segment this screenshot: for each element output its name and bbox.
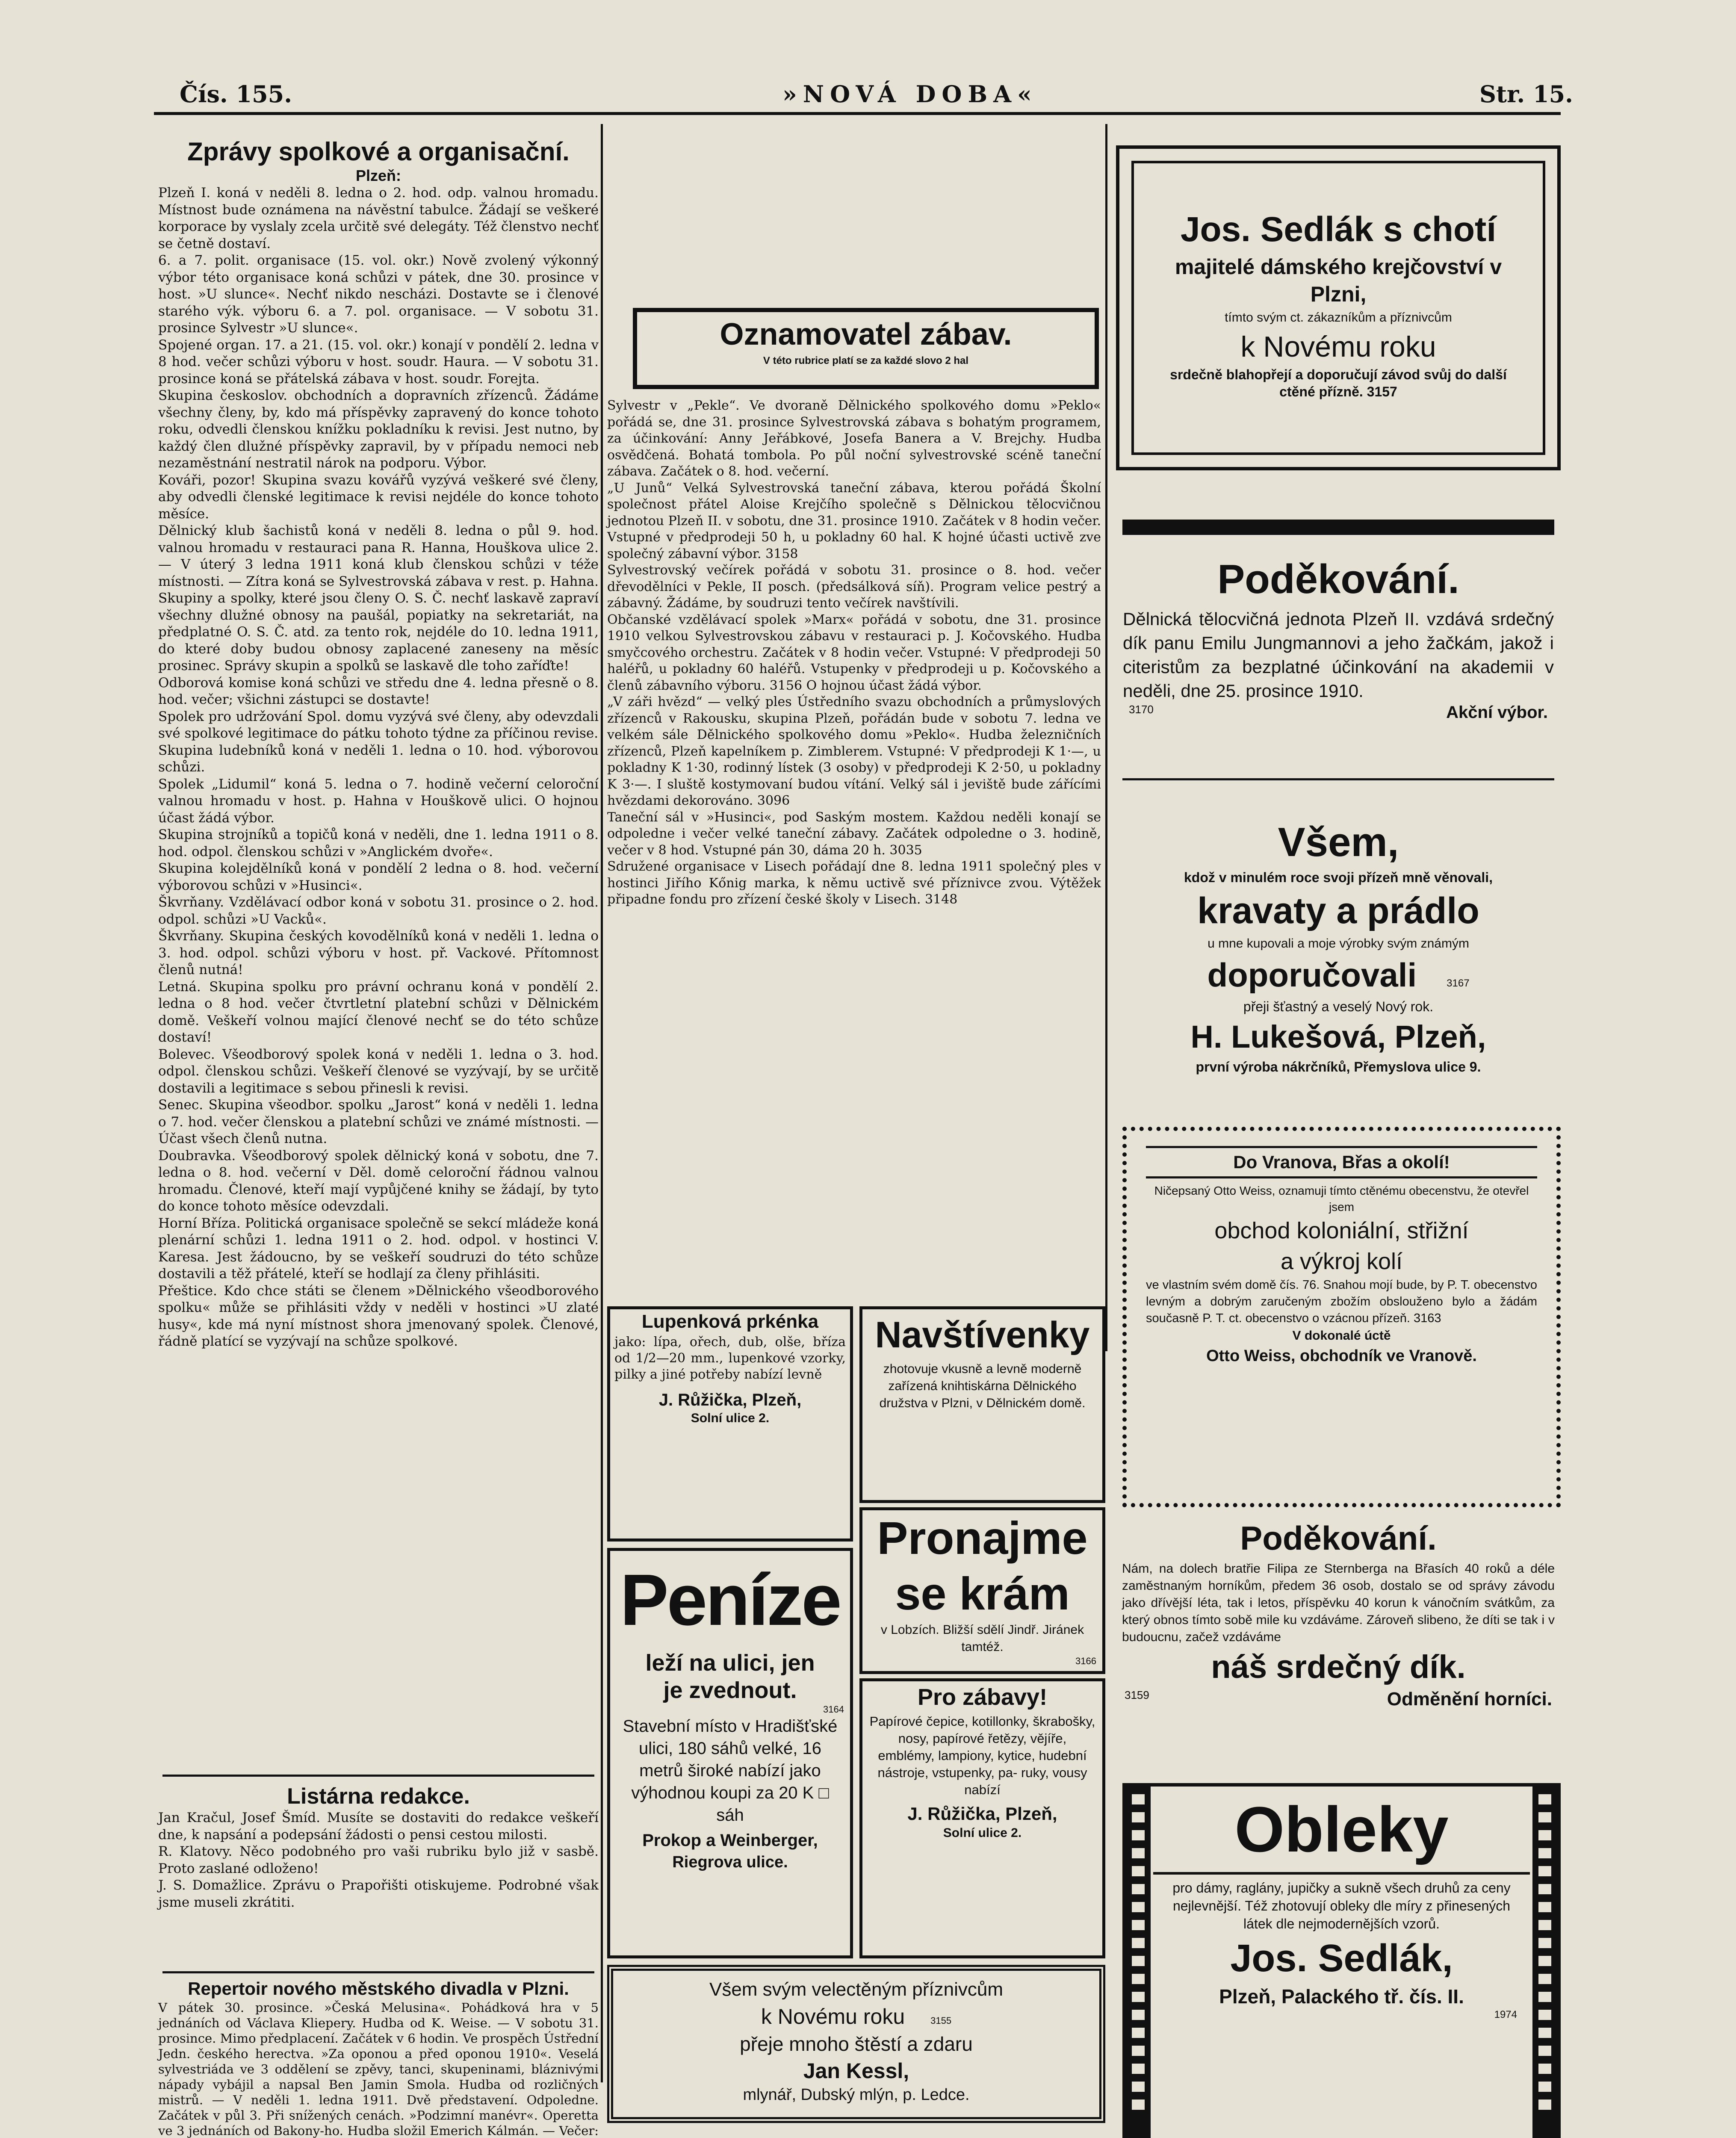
news-item: Bolevec. Všeodborový spolek koná v neděli 1. ledna o 3. hod. odpol. členskou schůzi. Veškeří členové se vyzývají, by se určitě dostavili a legitimace s sebou přinesli k revisi. [158,1046,599,1096]
letters-title: Listárna redakce. [287,1784,470,1809]
repertoire-text: V pátek 30. prosince. »Česká Melusina«. Pohádková hra v 5 jednáních od Václava Kliepery. Hudba od K. Weise. — V sobotu 31. prosince. Mimo předplacení. Začátek v 6 hodin. Ve prospěch Ústřední Jedn. českého herectva. »Za oponou a před oponou 1910«. Veselá sylvestriáda ve 3 oddělení se zpěvy, tanci, skupeninami, bláznivými nápady vybájil a napsal Ben Jamin Smola. Hudba od rozličných mistrů. — V neděli 1. ledna 1911. Dvě představení. Odpoledne. Začátek v půl 3. Při snížených cenách. »Podzimní manévr«. Operetta ve 3 jednáních od Bakony-ho. Hudba složil Emerich Kálmán. — Večer: [158,2000,599,2138]
ad-pronajme-num: 3166 [1075,1656,1096,1666]
ad-miners-title: Poděkování. [1240,1519,1437,1557]
ad-kessl-num: 3155 [930,2015,952,2026]
entertainment-item: Sylvestrovský večírek pořádá v sobotu 31. prosince o 8. hod. večer dřevodělníci v Pekle, II posch. (předsálková síň). Program velice pestrý a zábavný. Žádáme, by soudruzi tento večírek navštívili. [607,563,1101,611]
news-section [158,137,599,1462]
letters-section [158,1783,599,1967]
entertainment-item: Sdružené organisace v Lisech pořádají dne 8. ledna 1911 společný ples v hostinci Jiřího Kőnig marka, k němu uctivě své příznivce zvou. Výtěžek připadne fondu pro zřízení české školy v Lisech. 3148 [607,859,1101,907]
news-item: Kováři, pozor! Skupina svazu kovářů vyzývá veškeré své členy, aby odvedli členské legitimace k revisi nejdéle do konce tohoto měsíce. [158,472,599,522]
news-item: Odborová komise koná schůzi ve středu dne 4. ledna přesně o 8. hod. večer; všichni zástupci se dostavte! [158,675,599,707]
column-rule-2 [1105,124,1107,1351]
ad-zabavy-name: J. Růžička, Plzeň, [907,1804,1057,1824]
ad-lukesova-num: 3167 [1447,977,1470,989]
ad-weiss-shop: obchod koloniální, střižní [1214,1218,1469,1243]
ad-sedlak-name: Jos. Sedlák s chotí [1180,210,1497,249]
ad-weiss-body: ve vlastním svém domě čís. 76. Snahou mojí bude, by P. T. obecenstvo levným a dobrým zaručeným zbožím obslouženo bylo a žádám současně P. T. ct. obecenstvo o vzácnou přízeň. 3163 [1146,1278,1537,1325]
ad-penize-line1: leží na ulici, jen [645,1650,815,1676]
issue-number: Čís. 155. [180,80,292,108]
ad-kessl-place: mlynář, Dubský mlýn, p. Ledce. [743,2086,970,2104]
column-rule-1 [601,124,603,2082]
ad-weiss-content [1146,1146,1537,1488]
letter-item: R. Klatovy. Něco podobného pro vaši rubriku bylo již v sasbě. Proto zaslané odloženo! [158,1844,599,1876]
ad-obleky [1122,1783,1561,2138]
ad-kessl-name: Jan Kessl, [803,2059,909,2083]
ad-zabavy-address: Solní ulice 2. [943,1826,1022,1840]
divider [1122,778,1554,780]
letter-item: J. S. Domažlice. Zprávu o Prapořišti otiskujeme. Podrobné však jsme museli zkrátiti. [158,1878,599,1910]
ad-zabavy-text: Papírové čepice, kotillonky, škrabošky, nosy, papírové řetězy, vějíře, emblémy, lampiony, kytice, hudební nástroje, vstupenky, pa- ruky, vousy nabízí [869,1714,1095,1797]
ad-miners-signature: Odměnění horníci. [1387,1689,1552,1710]
ad-lupenkova [607,1306,853,1541]
ad-sedlak-line1: tímto svým ct. zákazníkům a příznivcům [1225,310,1452,325]
film-strip-right [1532,1787,1557,2138]
news-item: Spojené organ. 17. a 21. (15. vol. okr.) konají v pondělí 2. ledna v 8 hod. večer schůzi výboru v host. soudr. Haura. — V sobotu 31. prosince koná se přátelská zábava v host. soudr. Forejta. [158,337,599,387]
masthead: »NOVÁ DOBA« [782,80,1038,108]
ad-pronajme-text: v Lobzích. Bližší sdělí Jindř. Jiránek tamtéž. [880,1623,1084,1654]
ad-obleky-num: 1974 [1494,2009,1517,2020]
ad-lupenkova-address: Solní ulice 2. [691,1411,770,1425]
ad-thanks-title: Poděkování. [1217,556,1459,602]
ad-obleky-name: Jos. Sedlák, [1230,1937,1453,1980]
ad-weiss-signature: Otto Weiss, obchodník ve Vranově. [1206,1347,1477,1365]
news-item: Skupina kolejdělníků koná v pondělí 2 ledna o 8. hod. večerní výborovou schůzi v »Husinci«. [158,861,599,893]
repertoire-section [158,1978,599,2138]
ad-penize-street: Riegrova ulice. [672,1853,788,1871]
entertainment-list [607,398,1101,1300]
divider [162,1775,594,1777]
ad-thanks-jungmann [1116,552,1561,765]
ad-sedlak-newyear [1116,145,1561,470]
ad-thanks-num: 3170 [1129,703,1154,716]
news-item: Skupina strojníků a topičů koná v neděli, dne 1. ledna 1911 o 8. hod. odpol. členskou schůzi v »Anglickém dvoře«. [158,827,599,859]
ad-miners-num: 3159 [1125,1689,1149,1701]
news-item: Spolek „Lidumil“ koná 5. ledna o 7. hodině večerní celoroční valnou hromadu v host. p. Hahna v Houškově ulici. O hojnou účast žádá výbor. [158,776,599,826]
news-item: Dělnický klub šachistů koná v neděli 8. ledna o půl 9. hod. valnou hromadu v restauraci pana R. Hanna, Houškova ulice 2. — V úterý 3 ledna 1911 koná klub členskou schůzi v téže místnosti. — Zítra koná se Sylvestrovská zábava v rest. p. Hahna. [158,523,599,589]
ad-obleky-title: Obleky [1153,1787,1530,1875]
header-rule [154,112,1561,115]
entertainment-item: „V záři hvězd“ — velký ples Ústředního svazu obchodních a průmyslových zřízenců v Rakousku, skupina Plzeň, pořádán bude v sobotu 7. ledna ve velkém sále Dělnického spolkového domu »Peklo«. Hudba železničních zřízenců, Plzeň kapelníkem p. Zimblerem. Vstupné: V předprodeji K 1·—, u pokladny K 1·30, rodinný lístek (3 osoby) v předprodeji K 2·50, u pokladny K 3·—. I sluště kostymovaní budou vítání. Velký sál i jeviště bude zářícími hvězdami dekorováno. 3096 [607,694,1101,808]
ad-zabavy-title: Pro zábavy! [917,1684,1048,1710]
ad-kessl-line2: k Novému roku [761,2005,905,2029]
news-item: Skupina ludebníků koná v neděli 1. ledna o 10. hod. výborovou schůzi. [158,742,599,775]
ad-lukesova-mid: u mne kupovali a moje výrobky svým známým [1208,936,1469,951]
ad-pronajme [859,1507,1105,1674]
entertainment-subtitle: V této rubrice platí se za každé slovo 2 hal [763,355,969,366]
ad-kessl [607,1965,1105,2123]
ad-zabavy [859,1678,1105,1958]
film-strip-left [1126,1787,1151,2138]
decorative-bar [1122,520,1554,535]
ad-lukesova-recommended: doporučovali [1207,956,1417,994]
ad-lukesova-intro: kdož v minulém roce svoji přízeň mně věnovali, [1184,870,1493,885]
ad-lukesova-name: H. Lukešová, Plzeň, [1190,1019,1486,1054]
entertainment-item: Sylvestr v „Pekle“. Ve dvoraně Dělnického spolkového domu »Peklo« pořádá se, dne 31. prosince Sylvestrovská zábava s bohatým programem, za účinkování: Anny Jeřábkové, Josefa Banera a V. Brejchy. Hudba osvědčená. Bohatá tombola. Po půl noční sylvestrovské scéně taneční zábava. Začátek o 8. hod. večerní. [607,398,1101,479]
ad-lukesova-wish: přeji šťastný a veselý Nový rok. [1243,999,1434,1014]
ad-penize-num: 3164 [823,1704,844,1715]
ad-miners-thanks: náš srdečný dík. [1211,1649,1466,1685]
news-subtitle: Plzeň: [355,167,401,184]
news-item: Spolek pro udržování Spol. domu vyzývá své členy, aby odevzdali své spolkové legitimace do pátku tohoto týdne za příčinou revise. [158,709,599,741]
ad-lukesova-goods: kravaty a prádlo [1197,890,1479,931]
news-item: Přeštice. Kdo chce státi se členem »Dělnického všeodborového spolku« může se přihlásiti vždy v neděli v hostinci »U zlaté husy«, kde má nyní místnost shora jmenovaný spolek. Členové, řádně platící se vyzývají na schůze spolkové. [158,1283,599,1349]
news-title: Zprávy spolkové a organisační. [187,137,570,166]
ad-thanks-miners [1116,1516,1561,1781]
ad-thanks-signature: Akční výbor. [1446,703,1548,722]
ad-obleky-address: Plzeň, Palackého tř. čís. II. [1219,1985,1464,2008]
divider [162,1971,594,1973]
ad-obleky-text: pro dámy, raglány, jupičky a sukně všech druhů za ceny nejlevnější. Též zhotovují obleky dle míry z přinesených látek dle nejmodernějších vzorů. [1172,1880,1511,1931]
ad-lupenkova-title: Lupenková prkénka [641,1311,819,1332]
ad-weiss-closing: V dokonalé úctě [1292,1329,1391,1343]
ad-weiss-intro: Ničepsaný Otto Weiss, oznamuji tímto ctěnému obecenstvu, že otevřel jsem [1154,1184,1529,1214]
ad-lukesova-address: první výroba nákrčníků, Přemyslova ulice 9. [1196,1059,1481,1075]
entertainment-title: Oznamovatel zábav. [720,317,1012,351]
ad-pronajme-title2: se krám [895,1568,1070,1619]
ad-lupenkova-text: jako: lípa, ořech, dub, olše, bříza od 1/2—20 mm., lupenkové vzorky, pilky a jiné potřeby nabízí levně [614,1335,846,1382]
ad-lukesova-title: Všem, [1278,819,1399,865]
news-item: Skupina českoslov. obchodních a dopravních zřízenců. Žádáme všechny členy, by, kdo má příspěvky zapravený do konce tohoto roku, odvedli členskou knížku pokladníku k revisi. Jest nutno, by každý člen dlužné příspěvky zapravil, by v případu nemoci neb nezaměstnání nestratil nárok na podporu. Výbor. [158,388,599,471]
ad-kessl-line3: přeje mnoho štěstí a zdaru [740,2033,973,2055]
ad-weiss-shop2: a výkroj kolí [1280,1249,1403,1274]
news-item: 6. a 7. polit. organisace (15. vol. okr.) Nově zvolený výkonný výbor této organisace koná schůzi v pátek, dne 30. prosince v host. »U slunce«. Nechť nikdo nescházi. Dostavte se i členové starého výk. výboru 6. a 7. pol. organisace. — V sobotu 31. prosince Sylvestr »U slunce«. [158,253,599,336]
news-item: Doubravka. Všeodborový spolek dělnický koná v sobotu, dne 7. ledna o 8. hod. večerní v Děl. domě celoroční řádnou valnou hromadu. Členové, kteří mají vypůjčené knihy se žádají, by tyto do konce tohoto měsíce odevzdali. [158,1148,599,1214]
entertainment-item: „U Junů“ Velká Sylvestrovská taneční zábava, kterou pořádá Školní společnost přátel Aloise Krejčího společně s Dělnickou tělocvičnou jednotou Plzeň II. v sobotu, dne 31. prosince 1910. Začátek v 8 hodin večer. Vstupné v předprodeji 50 h, u pokladny 60 hal. K hojné účasti uctivě zve společný zábavní výbor. 3158 [607,480,1101,561]
news-item: Škvrňany. Vzdělávací odbor koná v sobotu 31. prosince o 2. hod. odpol. schůzi »U Vacků«. [158,895,599,927]
entertainment-item: Taneční sál v »Husinci«, pod Saským mostem. Každou neděli konají se odpoledne i večer velké taneční zábavy. Začátek odpoledne o 3. hodině, večer v 8 hod. Vstupné pán 30, dáma 20 h. 3035 [607,809,1101,858]
ad-lukesova [1116,817,1561,1125]
news-item: Horní Bříza. Politická organisace společně se sekcí mládeže koná plenární schůzi 1. ledna 1911 o 2. hod. odpol. v hostinci V. Karesa. Jest žádoucno, by se veškeří soudruzi do této schůze dostavili a těž přátelé, kteří se hodlají za členy přihlásiti. [158,1215,599,1282]
ad-sedlak-greeting: k Novému roku [1240,331,1436,363]
ad-penize-name: Prokop a Weinberger, [642,1831,818,1850]
ad-navstivenky [859,1306,1105,1503]
ad-penize-line2: je zvednout. [663,1677,797,1703]
ad-sedlak-inner-frame [1131,161,1545,455]
ad-thanks-text: Dělnická tělocvičná jednota Plzeň II. vzdává srdečný dík panu Emilu Jungmannovi a jeho žačkám, jakož i citeristům za bezplatné účinkování na akademii v neděli, dne 25. prosince 1910. [1123,609,1554,701]
ad-navstivenky-text: zhotovuje vkusně a levně moderně zařízená knihtiskárna Dělnického družstva v Plzni, v Dělnickém domě. [879,1362,1086,1410]
ad-penize [607,1548,853,1958]
news-item: Škvrňany. Skupina českých kovodělníků koná v neděli 1. ledna o 3. hod. odpol. schůzi výboru v host. př. Vackové. Přítomnost členů nutná! [158,928,599,977]
news-item: Senec. Skupina všeodbor. spolku „Jarost“ koná v neděli 1. ledna o 7. hod. večer členskou a platební schůzi ve známé místnosti. — Účast všech členů nutna. [158,1097,599,1146]
ad-sedlak-role: majitelé dámského krejčovství v Plzni, [1175,255,1502,306]
ad-penize-title: Peníze [620,1559,840,1641]
letter-item: Jan Kračul, Josef Šmíd. Musíte se dostaviti do redakce veškeří dne, k napsání a podepsání žádosti o pensi cestou milosti. [158,1810,599,1843]
ad-penize-text: Stavební místo v Hradišťské ulici, 180 sáhů velké, 16 metrů široké nabízí jako výhodnou koupi za 20 K □ sáh [623,1717,838,1825]
page-number: Str. 15. [1479,80,1573,108]
ad-weiss-headline: Do Vranova, Břas a okolí! [1146,1146,1537,1178]
entertainment-banner [633,308,1099,389]
repertoire-title: Repertoir nového městského divadla v Plzni. [188,1979,569,1999]
ad-sedlak-line2: srdečně blahopřejí a doporučují závod svůj do další ctěné přízně. 3157 [1170,367,1507,399]
entertainment-item: Občanské vzdělávací spolek »Marx« pořádá v sobotu, dne 31. prosince 1910 velkou Sylvestrovskou zábavu v restauraci p. J. Kočovského. Hudba smyčcového orchestru. Začátek v 8 hodin večer. Vstupné: V předprodeji 50 haléřů, u pokladny 60 haléřů. Vstupenky v předprodeji u p. Kočovského a členů zábavního výboru. 3156 O hojnou účast žádá výbor. [607,612,1101,693]
news-item: Skupiny a spolky, které jsou členy O. S. Č. nechť laskavě zapraví všechny dlužné obnosy na paušál, popiatky na sekretariát, na předplatné O. S. Č. atd. za tento rok, nejdéle do 10. ledna 1911, do které doby budou obnosy zaplacené zaneseny na měsíc prosinec. Správy skupin a spolků se laskavě dle toho zaříďte! [158,591,599,673]
ad-kessl-line1: Všem svým velectěným příznivcům [709,1979,1004,2000]
ad-pronajme-title1: Pronajme [877,1512,1088,1564]
ad-lupenkova-name: J. Růžička, Plzeň, [658,1391,802,1409]
ad-miners-text: Nám, na dolech bratřie Filipa ze Sternberga na Břasích 40 roků a déle zaměstnaným horníkům, předem 36 osob, dostalo se od správy závodu jako dřívější léta, tak i letos, příspěvku 40 korun k vánočním svátkům, za který obnos tímto sobě mile ku vzdáváme. Zároveň slibeno, že díti se tak i v budoucnu, začež vzdáváme [1122,1562,1555,1644]
news-item: Plzeň I. koná v neděli 8. ledna o 2. hod. odp. valnou hromadu. Místnost bude oznámena na návěstní tabulce. Žádají se veškeré korporace by vyslaly zcela určitě své delegáty. Též členstvo nechť se četně dostaví. [158,185,599,251]
ad-navstivenky-title: Navštívenky [875,1314,1090,1355]
news-item: Letná. Skupina spolku pro právní ochranu koná v pondělí 2. ledna o 8 hod. večer čtvrtletní platební schůzi v Dělnickém domě. Veškeří volnou mající členové nechť se do této schůze dostaví! [158,979,599,1045]
